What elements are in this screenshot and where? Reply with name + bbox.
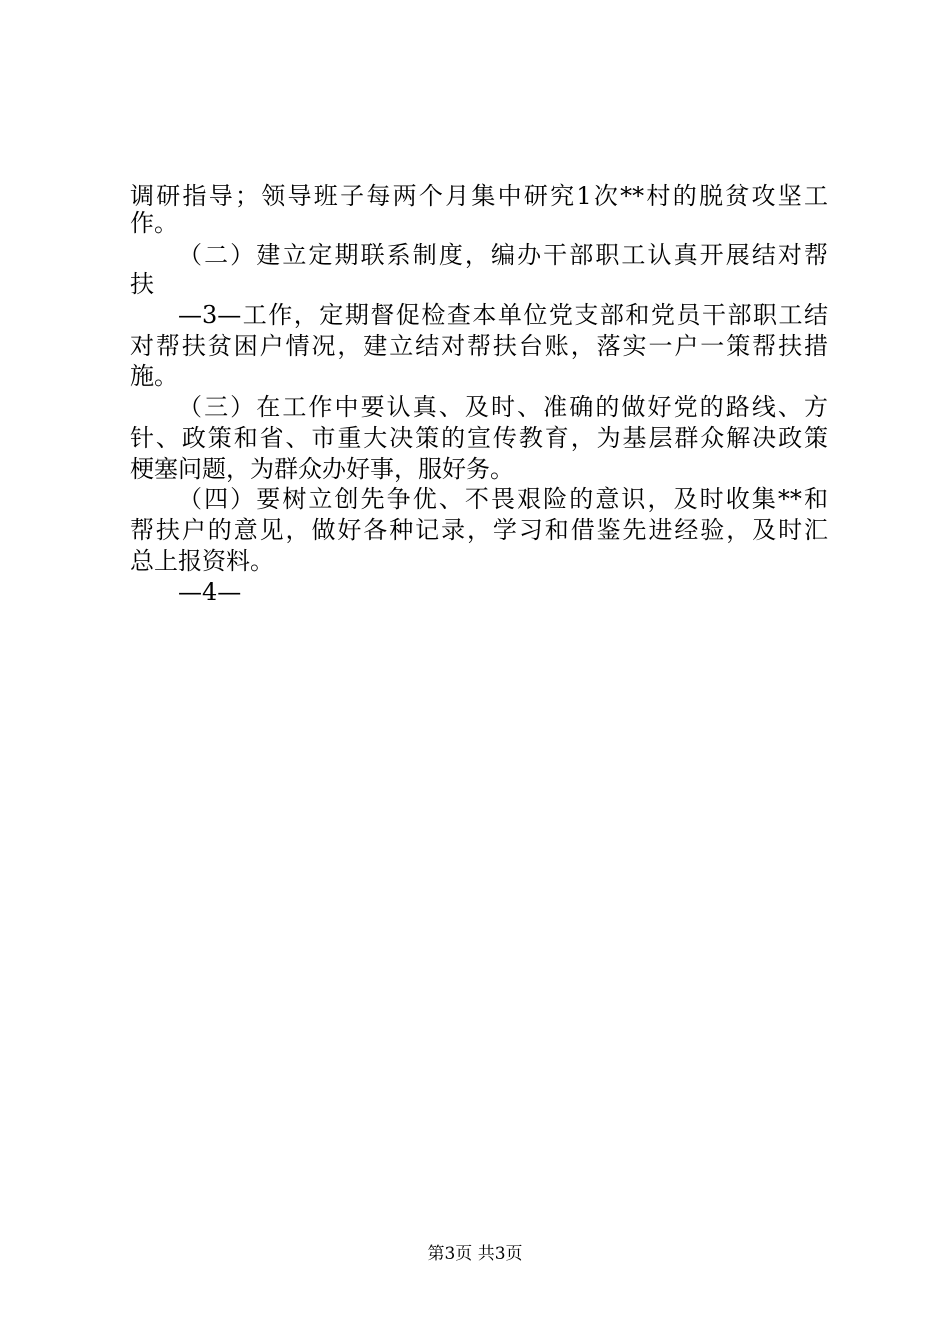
body-line: 梗塞问题，为群众办好事，服好务。 (130, 455, 514, 483)
body-line: 扶 (130, 270, 154, 298)
body-line: 对帮扶贫困户情况，建立结对帮扶台账，落实一户一策帮扶措 (130, 332, 828, 360)
body-line: 施。 (130, 362, 178, 390)
body-line: 作。 (130, 209, 178, 237)
body-line: —3—工作，定期督促检查本单位党支部和党员干部职工结 (178, 301, 828, 329)
body-line: 帮扶户的意见，做好各种记录，学习和借鉴先进经验，及时汇 (130, 516, 828, 544)
page-footer: 第3页 共3页 (427, 1244, 523, 1264)
body-line: 调研指导；领导班子每两个月集中研究1次**村的脱贫攻坚工 (130, 182, 828, 210)
paragraph-three-heading: （三）在工作中要认真、及时、准确的做好党的路线、方 (178, 393, 828, 421)
paragraph-four-heading: （四）要树立创先争优、不畏艰险的意识，及时收集**和 (178, 485, 828, 513)
page-number-marker: —4— (178, 578, 242, 606)
body-line: 针、政策和省、市重大决策的宣传教育，为基层群众解决政策 (130, 424, 828, 452)
paragraph-two-heading: （二）建立定期联系制度，编办干部职工认真开展结对帮 (178, 241, 828, 269)
body-line: 总上报资料。 (130, 547, 274, 575)
